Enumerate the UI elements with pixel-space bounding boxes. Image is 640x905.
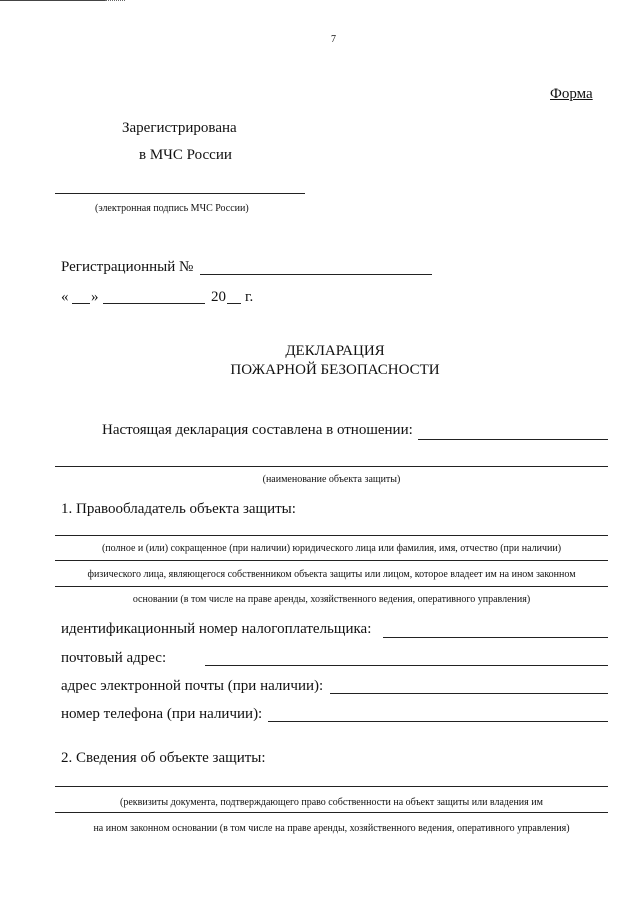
date-month-line [103,303,205,304]
date-year-line [227,303,241,304]
object-info-line-1 [55,786,608,787]
phone-label: номер телефона (при наличии): [61,706,263,722]
object-info-line-2 [55,812,608,813]
registered-line2: в МЧС России [139,147,232,163]
owner-caption-1: (полное и (или) сокращенное (при наличии) юридического лица или фамилия, имя, отчество (при наличии) [101,543,562,554]
object-info-caption-2: на ином законном основании (в том числе на праве аренды, хозяйственного ведения, оперативного управления) [93,823,570,834]
date-year-prefix: 20 [211,289,226,305]
date-open-quote: « [61,289,69,305]
owner-line-1 [55,535,608,536]
owner-caption-3: основании (в том числе на праве аренды, хозяйственного ведения, оперативного управления) [132,594,531,605]
signature-caption: (электронная подпись МЧС России) [95,203,249,214]
email-line [330,693,608,694]
registration-number-label: Регистрационный № [61,259,194,275]
owner-line-3 [55,586,608,587]
postal-address-label: почтовый адрес: [61,650,167,666]
date-close-quote: » [91,289,99,305]
page-number: 7 [331,34,336,45]
registration-number-line [200,274,432,275]
scan-edge-line [0,0,105,1]
object-name-caption: (наименование объекта защиты) [262,474,401,485]
intro-line [418,439,608,440]
date-year-suffix: г. [245,289,254,305]
document-title-line1: ДЕКЛАРАЦИЯ [285,343,385,359]
owner-caption-2: физического лица, являющегося собственником объекта защиты или лицом, которое владеет им на ином законном [87,569,576,580]
owner-line-2 [55,560,608,561]
section1-heading: 1. Правообладатель объекта защиты: [61,501,296,517]
email-label: адрес электронной почты (при наличии): [61,678,324,694]
form-label: Форма [550,86,593,102]
intro-text: Настоящая декларация составлена в отношении: [102,422,413,438]
inn-line [383,637,608,638]
object-name-line [55,466,608,467]
inn-label: идентификационный номер налогоплательщика: [61,621,372,637]
document-title-line2: ПОЖАРНОЙ БЕЗОПАСНОСТИ [230,362,440,378]
date-day-line [72,303,90,304]
registered-line1: Зарегистрирована [122,120,237,136]
section2-heading: 2. Сведения об объекте защиты: [61,750,266,766]
signature-line [55,193,305,194]
postal-address-line [205,665,608,666]
object-info-caption-1: (реквизиты документа, подтверждающего право собственности на объект защиты или владения им [120,797,543,808]
scan-edge-dots [105,0,125,1]
phone-line [268,721,608,722]
